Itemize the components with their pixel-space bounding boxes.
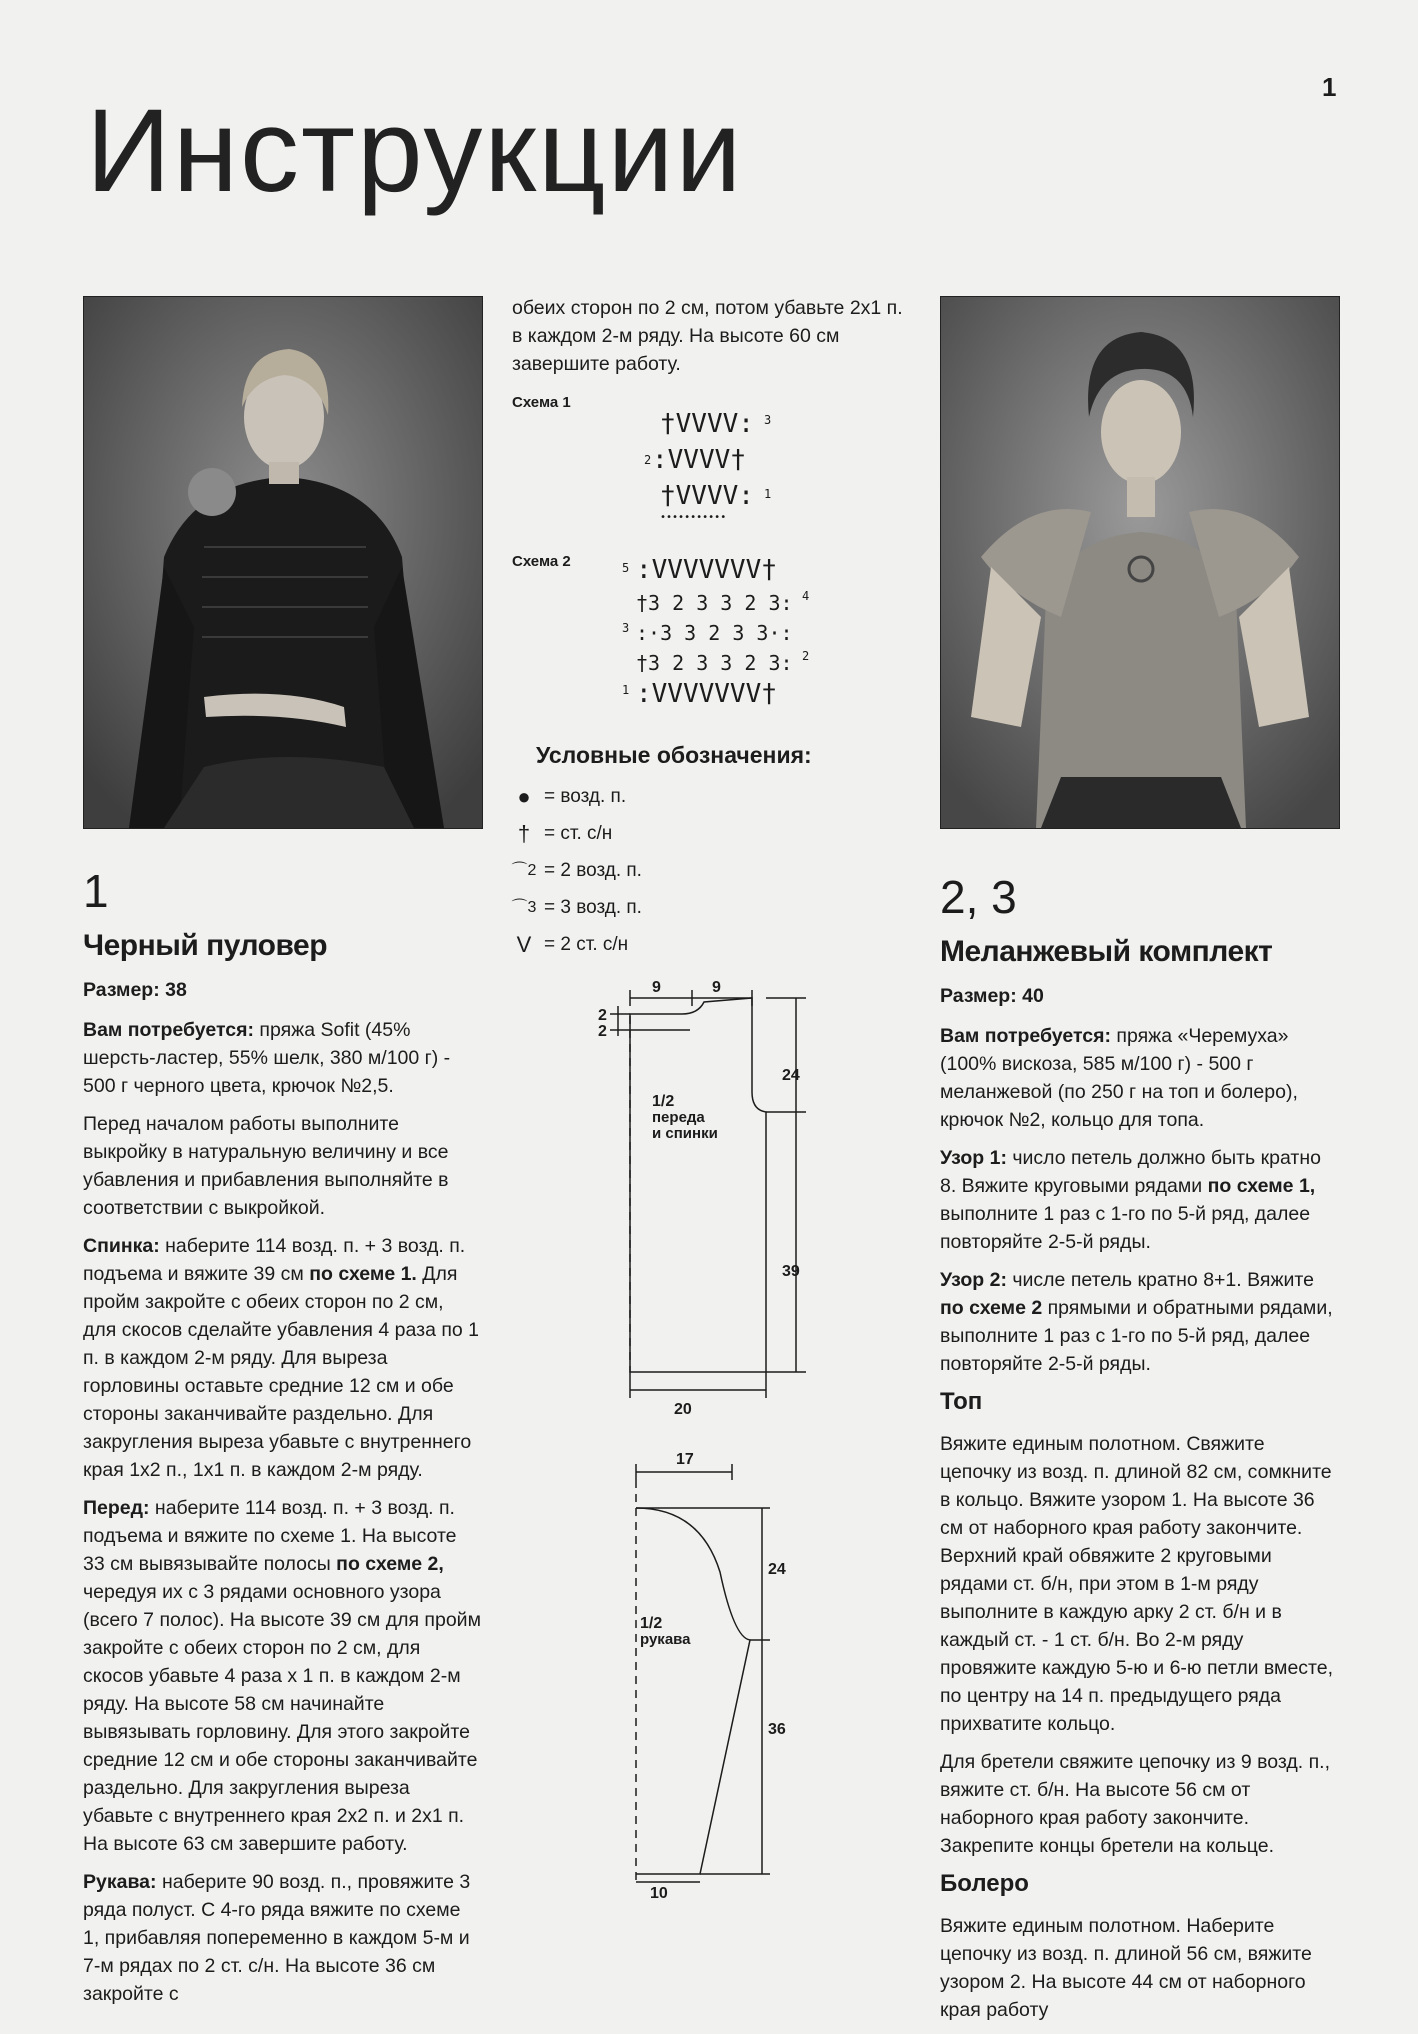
section1-needs-label: Вам потребуется:: [83, 1019, 254, 1041]
schema2-row3-num: 3: [622, 621, 630, 635]
legend-item: [504, 852, 642, 889]
schema2-row4: †3 2 3 3 2 3:: [636, 591, 793, 615]
legend-item: [504, 889, 642, 926]
column-middle-top: [512, 294, 912, 388]
section2-needs: [940, 1022, 1338, 1134]
legend-text: = 2 возд. п.: [544, 860, 642, 881]
schema1-row3-num: 3: [764, 413, 772, 427]
legend-text: = 3 возд. п.: [544, 897, 642, 918]
dim-left-a: 2: [598, 1007, 607, 1024]
schema2-row2: †3 2 3 3 2 3:: [636, 651, 793, 675]
schema2-row1-num: 1: [622, 683, 630, 697]
dim-top-right: 9: [712, 980, 721, 996]
section1-sleeves-text: наберите 90 возд. п., провяжите 3 ряда полуст. С 4-го ряда вяжите по схеме 1, прибавляя попеременно в каждом 5-м и 7-м рядах по 2 ст. с/н. На высоте 36 см закройте с: [83, 1871, 471, 2005]
schema1-chain: •••••••••••: [660, 512, 727, 523]
pattern-front-back-label2: переда: [652, 1109, 705, 1126]
dot-icon: ●: [517, 784, 531, 809]
schema1-row2-num: 2: [644, 453, 652, 467]
section1-title: Черный пуловер: [83, 929, 328, 962]
pattern-sleeve-label1: 1/2: [640, 1615, 663, 1632]
section1-back: [83, 1232, 481, 1484]
dim-sleeve-right-top: 24: [768, 1561, 786, 1578]
schema1-chart: [640, 404, 800, 528]
pattern-sleeve-label2: рукава: [640, 1631, 691, 1648]
legend-text: = возд. п.: [544, 786, 627, 807]
section2-pattern2-c: прямыми и обратными рядами, выполните 1 раз с 1-го по 5-й ряд, далее повторяйте 2-5-й ряды.: [940, 1297, 1333, 1375]
section2-title: Меланжевый комплект: [940, 935, 1273, 968]
schema1-row1: †VVVV:: [660, 481, 754, 511]
schema1-row2: :VVVV†: [652, 445, 746, 475]
arc2-icon: ⌒2: [511, 862, 537, 879]
legend-text: = ст. с/н: [544, 823, 613, 844]
section2-pattern1-c: выполните 1 раз с 1-го по 5-й ряд, далее повторяйте 2-5-й ряды.: [940, 1203, 1311, 1253]
pattern-sleeve: [600, 1452, 820, 1902]
section1-size: Размер: 38: [83, 979, 187, 1001]
schema2-label: Схема 2: [512, 553, 571, 570]
section1-back-label: Спинка:: [83, 1235, 160, 1257]
section1-number: 1: [83, 865, 109, 917]
section2-pattern1-label: Узор 1:: [940, 1147, 1007, 1169]
pattern-front-back-label1: 1/2: [652, 1093, 675, 1110]
section2-pattern1-b: по схеме 1,: [1207, 1175, 1316, 1197]
page-title: Инструкции: [86, 85, 744, 217]
schema2-row5: :VVVVVVV†: [636, 555, 777, 585]
section1-front-b: по схеме 2,: [336, 1553, 444, 1575]
section1-front: [83, 1494, 481, 1858]
legend-text: = 2 ст. с/н: [544, 934, 629, 955]
section2-strap-text: Для бретели свяжите цепочку из 9 возд. п., вяжите ст. б/н. На высоте 56 см от наборного края работу закончите. Закрепите концы бретели на кольце.: [940, 1751, 1330, 1857]
schema2-row4-num: 4: [802, 589, 810, 603]
photo-black-pullover: [83, 296, 483, 829]
section2-bolero-text: Вяжите единым полотном. Наберите цепочку из возд. п. длиной 56 см, вяжите узором 2. На высоте 44 см от наборного края работу: [940, 1915, 1312, 2021]
section2-pattern1: [940, 1144, 1338, 1256]
section2-bolero-heading: Болеро: [940, 1870, 1029, 1897]
section2-pattern2: [940, 1266, 1338, 1378]
legend-item: [504, 778, 642, 815]
legend: [504, 778, 642, 963]
section2-pattern1-a: число петель должно быть кратно 8. Вяжите круговыми рядами: [940, 1147, 1321, 1197]
section2-top-heading: Топ: [940, 1388, 983, 1415]
pattern-front-back: [570, 980, 820, 1430]
dagger-icon: †: [517, 821, 531, 846]
dim-right-top: 24: [782, 1067, 800, 1084]
pattern-front-back-label3: и спинки: [652, 1125, 718, 1142]
dim-top-left: 9: [652, 980, 661, 996]
section2-top-text: Вяжите единым полотном. Свяжите цепочку из возд. п. длиной 82 см, сомкните в кольцо. Вяжите узором 1. На высоте 36 см от наборного края работу закончите. Верхний край обвяжите 2 круговыми рядами ст. б/н, при этом в 1-м ряду выполните в каждую арку 2 ст. б/н и в каждый ст. - 1 ст. б/н. Во 2-м ряду провяжите каждую 5-ю и 6-ю петли вместе, по центру на 14 п. предыдущего ряда прихватите кольцо.: [940, 1433, 1334, 1735]
dim-sleeve-top: 17: [676, 1452, 694, 1468]
schema2-row3: :·3 3 2 3 3·:: [636, 621, 793, 645]
dim-sleeve-bottom: 10: [650, 1885, 668, 1902]
legend-title: Условные обозначения:: [536, 742, 812, 768]
section1-intro: Перед началом работы выполните выкройку в натуральную величину и все убавления и прибавления выполняйте в соответствии с выкройкой.: [83, 1113, 449, 1219]
schema1-row1-num: 1: [764, 487, 772, 501]
section2-pattern2-b: по схеме 2: [940, 1297, 1043, 1319]
section1-back-b: по схеме 1.: [309, 1263, 417, 1285]
schema2-row2-num: 2: [802, 649, 810, 663]
section2-pattern2-a: числе петель кратно 8+1. Вяжите: [1012, 1269, 1314, 1291]
legend-item: [504, 815, 642, 852]
section2-number: 2, 3: [940, 871, 1017, 923]
dim-sleeve-right-bottom: 36: [768, 1721, 786, 1738]
section1-back-c: Для пройм закройте с обеих сторон по 2 см, для скосов сделайте убавления 4 раза по 1 п. в каждом 2-м ряду. Для выреза горловины оставьте средние 12 см и обе стороны заканчивайте раздельно. Для закругления выреза убавьте с внутреннего края 1х2 п., 1х1 п. в каждом 2-м ряду.: [83, 1263, 479, 1481]
section1-sleeves-label: Рукава:: [83, 1871, 157, 1893]
schema2-chart: [620, 548, 820, 716]
dim-right-bottom: 39: [782, 1263, 800, 1280]
section1-front-label: Перед:: [83, 1497, 150, 1519]
section1-needs: [83, 1016, 481, 1100]
schema1-row3: †VVVV:: [660, 409, 754, 439]
dim-bottom: 20: [674, 1401, 692, 1418]
v-double-icon: V: [516, 932, 532, 957]
section2-needs-text: пряжа «Черемуха» (100% вискоза, 585 м/100 г) - 500 г меланжевой (по 250 г на топ и болеро), крючок №2, кольцо для топа.: [940, 1025, 1298, 1131]
section1-sleeves: [83, 1868, 481, 2008]
arc3-icon: ⌒3: [511, 899, 537, 916]
page-number: 1: [1322, 72, 1337, 102]
middle-continuation: обеих сторон по 2 см, потом убавьте 2х1 п. в каждом 2-м ряду. На высоте 60 см завершите работу.: [512, 297, 903, 375]
section2-needs-label: Вам потребуется:: [940, 1025, 1111, 1047]
section1-needs-text: пряжа Sofit (45% шерсть-ластер, 55% шелк, 380 м/100 г) - 500 г черного цвета, крючок №2,5.: [83, 1019, 451, 1097]
section2-size: Размер: 40: [940, 985, 1044, 1007]
dim-left-b: 2: [598, 1023, 607, 1040]
column-left: [83, 866, 481, 2018]
section1-back-a: наберите 114 возд. п. + 3 возд. п. подъема и вяжите 39 см: [83, 1235, 466, 1285]
section1-front-c: чередуя их с 3 рядами основного узора (всего 7 полос). На высоте 39 см для пройм закройте с обеих сторон по 2 см, для скосов убавьте 4 раза х 1 п. в каждом 2-м ряду. На высоте 58 см начинайте вывязывать горловину. Для этого закройте средние 12 см и обе стороны заканчивайте раздельно. Для закругления выреза убавьте с внутреннего края 2х2 п. и 2х1 п. На высоте 63 см завершите работу.: [83, 1581, 481, 1855]
schema2-row1: :VVVVVVV†: [636, 679, 777, 709]
photo-melange-set: [940, 296, 1340, 829]
section2-pattern2-label: Узор 2:: [940, 1269, 1007, 1291]
section1-front-a: наберите 114 возд. п. + 3 возд. п. подъема и вяжите по схеме 1. На высоте 33 см вывязывайте полосы: [83, 1497, 457, 1575]
schema1-label: Схема 1: [512, 394, 571, 411]
column-right: [940, 872, 1338, 2034]
legend-item: [504, 926, 642, 963]
schema2-row5-num: 5: [622, 561, 630, 575]
